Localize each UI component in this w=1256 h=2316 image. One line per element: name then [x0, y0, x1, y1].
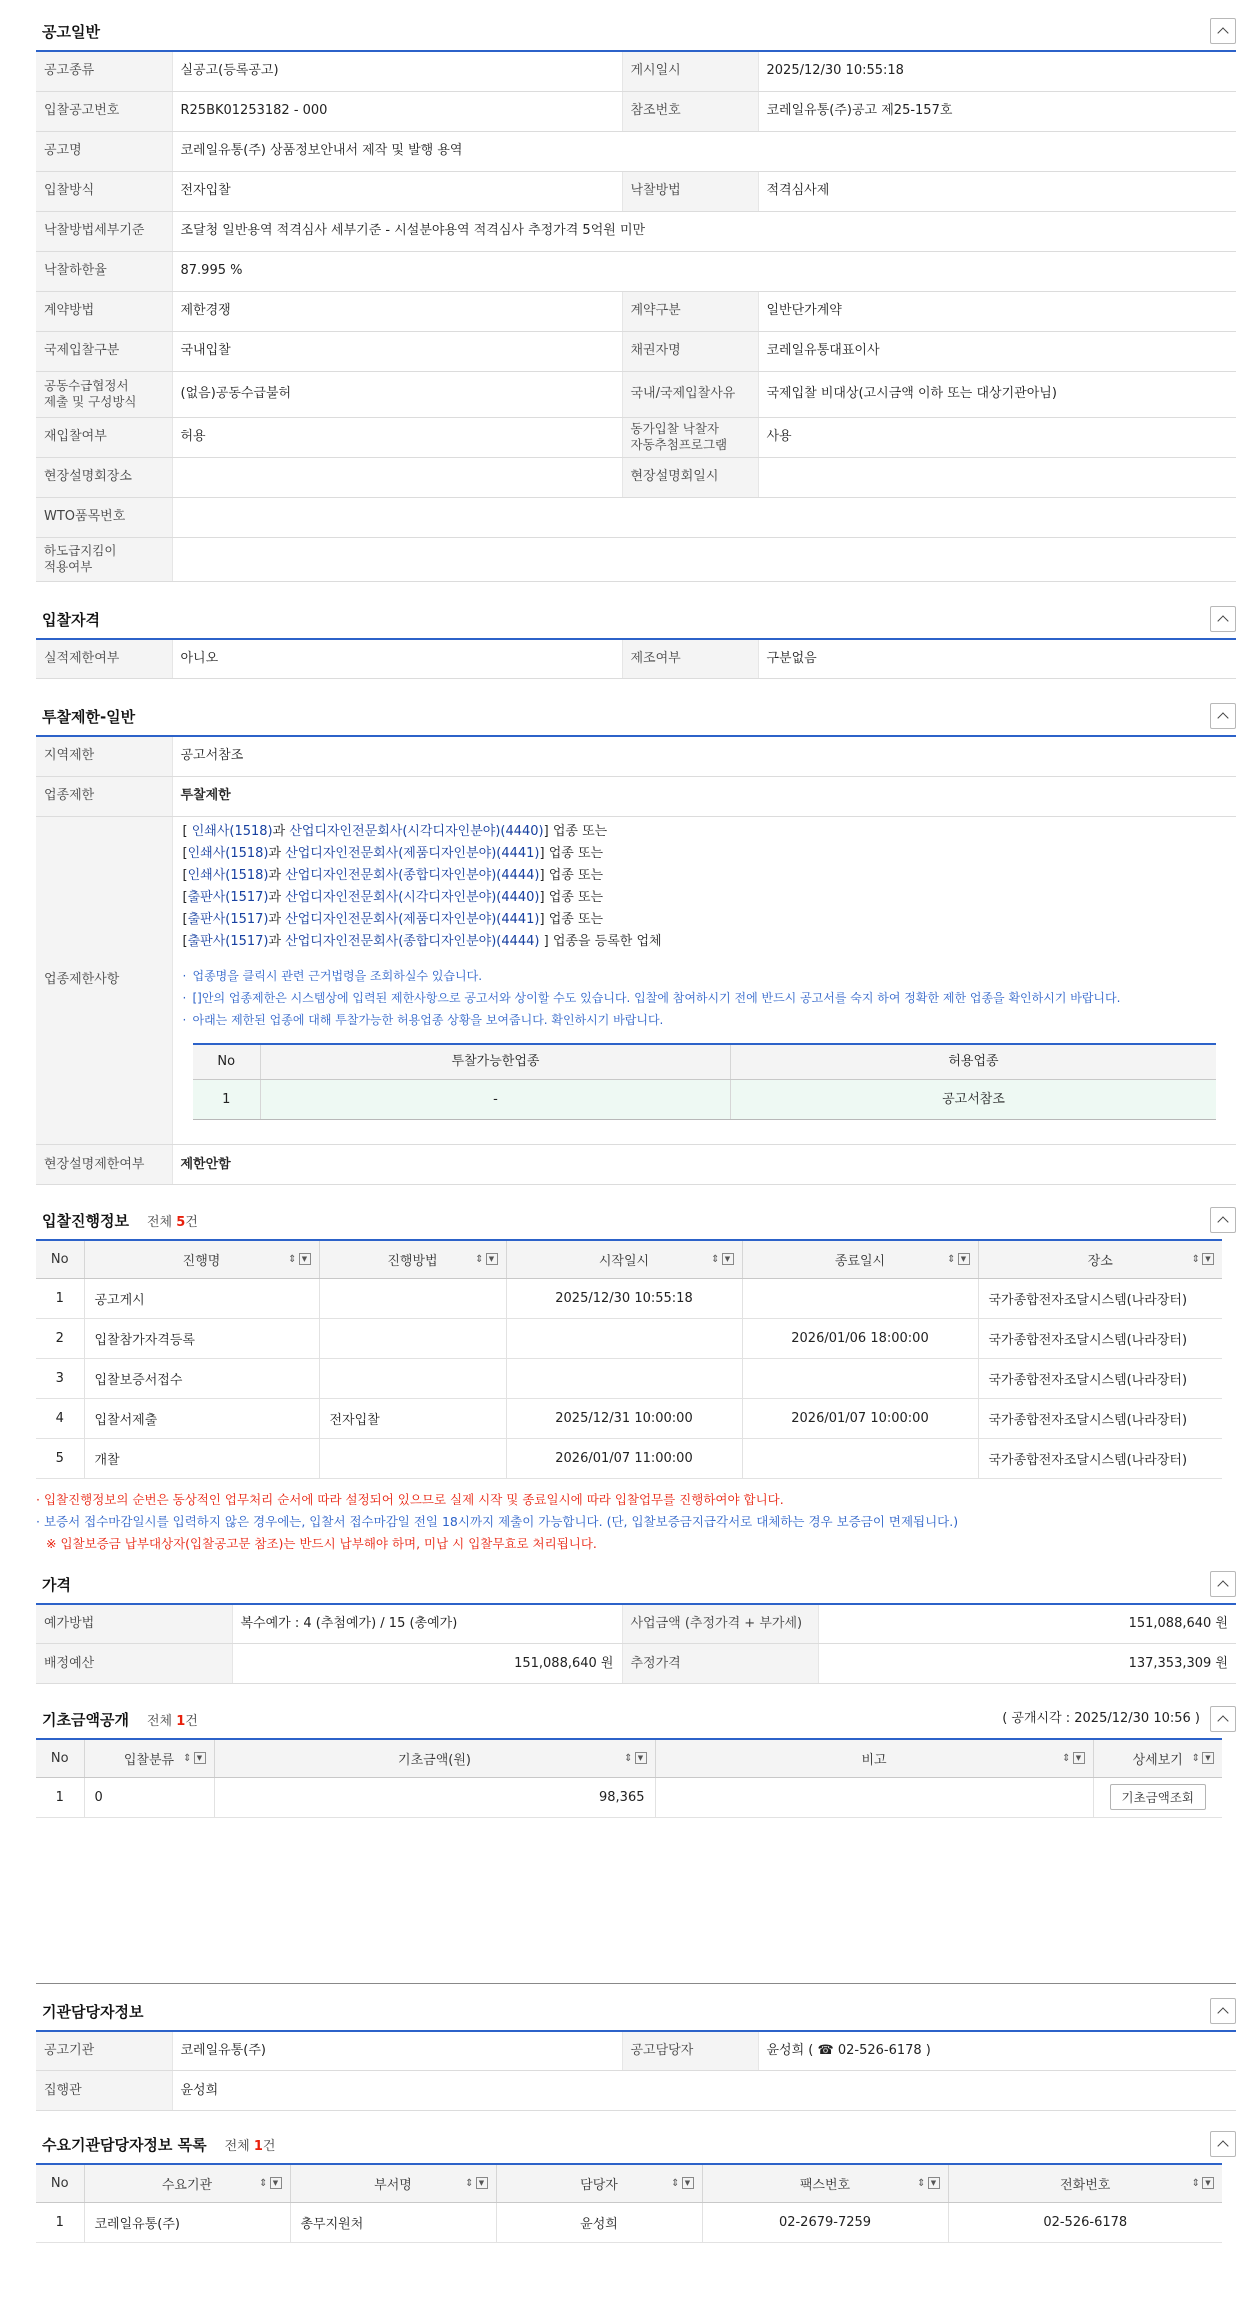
base-header-note[interactable] [655, 1739, 1093, 1777]
demand-cell-person: 윤성희 [496, 2202, 702, 2242]
executor-value: 윤성희 [172, 2071, 1236, 2111]
progress-cell: 5 [36, 1438, 84, 1478]
site-restrict-value: 제한안함 [172, 1145, 1236, 1185]
progress-count-pre: 전체 [146, 1215, 177, 1230]
sort-icon[interactable]: ⇕ ▼ [1062, 1752, 1084, 1764]
license-line [183, 821, 1227, 843]
executor-label: 집행관 [36, 2071, 172, 2111]
base-amount-count [147, 1714, 198, 1729]
demand-cell-no: 1 [36, 2202, 84, 2242]
base-amount-section-header [36, 1684, 1236, 1738]
notice-type-value: 실공고(등록공고) [172, 51, 622, 91]
license-suffix: ] 업종 또는 [543, 823, 608, 839]
license-connector: 과 [268, 911, 286, 927]
sort-icon[interactable]: ⇕ ▼ [1192, 2177, 1214, 2189]
license-link-primary[interactable]: 인쇄사(1518) [187, 845, 269, 861]
collapse-progress-toggle[interactable] [1210, 1207, 1236, 1233]
progress-cell: 2026/01/06 18:00:00 [742, 1318, 978, 1358]
rebid-value: 허용 [172, 417, 622, 457]
general-section-header [36, 0, 1236, 50]
sort-icon[interactable]: ⇕ ▼ [947, 1253, 969, 1265]
progress-cell: 국가종합전자조달시스템(나라장터) [978, 1318, 1222, 1358]
lottery-label-line-1: 동가입찰 낙찰자 [630, 421, 719, 436]
collapse-base-amount-toggle[interactable] [1210, 1706, 1236, 1732]
license-connector: 과 [268, 933, 286, 949]
joint-value: (없음)공동수급불허 [172, 371, 622, 417]
license-link-primary[interactable]: 출판사(1517) [187, 889, 269, 905]
demand-header-no-text: No [50, 2175, 69, 2191]
progress-cell: 국가종합전자조달시스템(나라장터) [978, 1438, 1222, 1478]
posted-value: 2025/12/30 10:55:18 [758, 51, 1236, 91]
progress-cell [742, 1278, 978, 1318]
progress-header-no-text: No [50, 1251, 69, 1267]
license-link-secondary[interactable]: 산업디자인전문회사(시각디자인분야)(4440) [285, 889, 540, 905]
kickback-label-line-2: 적용여부 [44, 559, 93, 574]
ref-no-label: 참조번호 [622, 91, 758, 131]
progress-cell [742, 1438, 978, 1478]
license-connector: 과 [268, 845, 286, 861]
base-header-detail-text: 상세보기 [1132, 1752, 1183, 1768]
contract-type-value: 일반단가계약 [758, 291, 1236, 331]
industry-detail-value [172, 816, 1236, 1145]
license-line [183, 843, 1227, 865]
allowed-industry-table [193, 1043, 1217, 1121]
intl-reason-label: 국내/국제입찰사유 [622, 371, 758, 417]
lottery-label-line-2: 자동추첨프로그램 [630, 437, 728, 452]
region-value: 공고서참조 [172, 736, 1236, 776]
joint-label-line-1: 공동수급협정서 [44, 378, 129, 393]
sort-icon[interactable]: ⇕ ▼ [711, 1253, 733, 1265]
progress-count [147, 1215, 198, 1230]
progress-cell [742, 1358, 978, 1398]
manager-value: 윤성희 ( ☎ 02-526-6178 ) [758, 2031, 1236, 2071]
progress-header-no [36, 1240, 84, 1278]
perf-label: 실적제한여부 [36, 639, 172, 679]
license-link-secondary[interactable]: 산업디자인전문회사(종합디자인분야)(4444) [285, 867, 540, 883]
sort-icon[interactable]: ⇕ ▼ [1192, 1752, 1214, 1764]
bid-method-value: 전자입찰 [172, 171, 622, 211]
license-link-primary[interactable]: 출판사(1517) [187, 933, 269, 949]
progress-note-order: · 입찰진행정보의 순번은 동상적인 업무처리 순서에 따라 설정되어 있으므로 실제 시작 및 종료일시에 따라 입찰업무를 진행하여야 합니다. [36, 1491, 784, 1507]
progress-cell: 입찰참가자격등록 [84, 1318, 319, 1358]
demand-header-dept-text: 부서명 [374, 2177, 412, 2193]
demand-count-pre: 전체 [224, 2139, 254, 2154]
license-bracket-open: [ [182, 911, 188, 927]
progress-header-name[interactable] [84, 1240, 319, 1278]
license-suffix: ] 업종 또는 [539, 845, 604, 861]
base-amount-count-post: 건 [185, 1714, 198, 1729]
joint-label-line-2: 제출 및 구성방식 [44, 394, 137, 409]
progress-cell: 2026/01/07 10:00:00 [742, 1398, 978, 1438]
progress-cell [506, 1318, 742, 1358]
base-header-note-text: 비고 [861, 1752, 887, 1768]
site-date-value [758, 457, 1236, 497]
progress-cell: 공고게시 [84, 1278, 319, 1318]
collapse-general-toggle[interactable] [1210, 18, 1236, 44]
progress-cell: 국가종합전자조달시스템(나라장터) [978, 1358, 1222, 1398]
table-row [36, 1777, 1222, 1817]
progress-title [42, 1210, 198, 1231]
demand-count-post: 건 [262, 2139, 276, 2154]
license-bracket-open: [ [182, 823, 192, 839]
base-header-no [36, 1739, 84, 1777]
rebid-label: 재입찰여부 [36, 417, 172, 457]
agency-section-header [36, 1984, 1236, 2030]
wto-value [172, 497, 1236, 537]
restriction-title: 투찰제한-일반 [42, 708, 136, 726]
progress-cell: 국가종합전자조달시스템(나라장터) [978, 1398, 1222, 1438]
base-cell-no: 1 [36, 1777, 84, 1817]
progress-cell: 2026/01/07 11:00:00 [506, 1438, 742, 1478]
demand-header-no [36, 2164, 84, 2202]
creditor-value: 코레일유통대표이사 [758, 331, 1236, 371]
license-line [183, 887, 1227, 909]
restriction-note: · 아래는 제한된 업종에 대해 투찰가능한 허용업종 상황을 보여줍니다. 확인하시기 바랍니다. [183, 1009, 1227, 1031]
kickback-label-line-1: 하도급지킴이 [44, 543, 117, 558]
demand-header-phone-text: 전화번호 [1060, 2177, 1111, 2193]
license-line [183, 865, 1227, 887]
budget-label: 배정예산 [36, 1644, 232, 1684]
reveal-time: ( 공개시각 : 2025/12/30 10:56 ) [1002, 1711, 1200, 1726]
progress-header-method-text: 진행방법 [387, 1253, 438, 1269]
table-row [36, 1438, 1222, 1478]
demand-cell-fax: 02-2679-7259 [702, 2202, 948, 2242]
site-date-label: 현장설명회일시 [622, 457, 758, 497]
license-link-secondary[interactable]: 산업디자인전문회사(시각디자인분야)(4440) [289, 823, 544, 839]
perf-value: 아니오 [172, 639, 622, 679]
table-row [36, 1278, 1222, 1318]
price-table [36, 1603, 1236, 1685]
site-place-label: 현장설명회장소 [36, 457, 172, 497]
restriction-note: · []안의 업종제한은 시스템상에 입력된 제한사항으로 공고서와 상이할 수도 있습니다. 입찰에 참여하시기 전에 반드시 공고서를 숙지 하여 정확한 제한 업종을 확인하시기 바랍니다. [183, 987, 1227, 1009]
demand-cell-phone: 02-526-6178 [948, 2202, 1222, 2242]
table-row [36, 1318, 1222, 1358]
sort-icon[interactable]: ⇕ ▼ [1192, 1253, 1214, 1265]
license-link-primary[interactable]: 인쇄사(1518) [191, 823, 273, 839]
license-bracket-open: [ [182, 845, 188, 861]
license-line [183, 931, 1227, 953]
manager-label: 공고담당자 [622, 2031, 758, 2071]
progress-count-post: 건 [185, 1215, 198, 1230]
allowed-header-allowed: 허용업종 [731, 1044, 1217, 1080]
license-bracket-open: [ [182, 933, 188, 949]
award-method-value: 적격심사제 [758, 171, 1236, 211]
base-cell-amount: 98,365 [214, 1777, 655, 1817]
license-link-primary[interactable]: 인쇄사(1518) [187, 867, 269, 883]
license-lines [183, 821, 1227, 953]
progress-notes [36, 1479, 1236, 1561]
progress-note-guarantee: · 보증서 접수마감일시를 입력하지 않은 경우에는, 입찰서 접수마감일 전일 18시까지 제출이 가능합니다. (단, 입찰보증금지급각서로 대체하는 경우 보증금이 면제됩니다.) [36, 1513, 959, 1529]
award-detail-label: 낙찰방법세부기준 [36, 211, 172, 251]
mfr-label: 제조여부 [622, 639, 758, 679]
progress-header-end[interactable] [742, 1240, 978, 1278]
progress-section-header [36, 1185, 1236, 1239]
table-row [36, 1398, 1222, 1438]
wto-label: WTO품목번호 [36, 497, 172, 537]
progress-title-text: 입찰진행정보 [42, 1212, 129, 1230]
lottery-label [622, 417, 758, 457]
lower-rate-label: 낙찰하한율 [36, 251, 172, 291]
allowed-header-no: No [193, 1044, 261, 1080]
allowed-cell-bid-industry: - [261, 1080, 731, 1120]
progress-header-name-text: 진행명 [182, 1253, 221, 1269]
progress-cell [319, 1358, 506, 1398]
region-label: 지역제한 [36, 736, 172, 776]
license-connector: 과 [268, 889, 286, 905]
base-header-class-text: 입찰분류 [123, 1752, 175, 1768]
site-restrict-label: 현장설명제한여부 [36, 1145, 172, 1185]
demand-title [42, 2134, 275, 2155]
license-bracket-open: [ [182, 889, 188, 905]
progress-cell: 3 [36, 1358, 84, 1398]
creditor-label: 채권자명 [622, 331, 758, 371]
demand-header-fax-text: 팩스번호 [799, 2177, 851, 2193]
general-title: 공고일반 [42, 23, 100, 41]
progress-header-method[interactable] [319, 1240, 506, 1278]
base-header-detail[interactable] [1093, 1739, 1222, 1777]
demand-header-agency-text: 수요기관 [161, 2177, 213, 2193]
table-row [36, 1358, 1222, 1398]
base-header-no-text: No [50, 1750, 69, 1766]
sort-icon[interactable]: ⇕ ▼ [288, 1253, 310, 1265]
base-amount-count-pre: 전체 [146, 1714, 177, 1729]
license-link-secondary[interactable]: 산업디자인전문회사(제품디자인분야)(4441) [285, 911, 540, 927]
progress-cell: 2025/12/30 10:55:18 [506, 1278, 742, 1318]
restriction-section-header [36, 679, 1236, 735]
progress-header-place-text: 장소 [1087, 1253, 1113, 1269]
biz-amount-value: 151,088,640 원 [818, 1604, 1236, 1644]
demand-cell-agency: 코레일유통(주) [84, 2202, 290, 2242]
base-amount-title-text: 기초금액공개 [42, 1711, 129, 1729]
industry-label: 업종제한 [36, 776, 172, 816]
notice-no-value: R25BK01253182 - 000 [172, 91, 622, 131]
blank-area [36, 1818, 1236, 1984]
demand-cell-dept: 총무지원처 [290, 2202, 496, 2242]
award-method-label: 낙찰방법 [622, 171, 758, 211]
notice-name-label: 공고명 [36, 131, 172, 171]
license-bracket-open: [ [182, 867, 188, 883]
agency-table [36, 2030, 1236, 2112]
notice-no-label: 입찰공고번호 [36, 91, 172, 131]
sort-icon[interactable]: ⇕ ▼ [475, 1253, 497, 1265]
demand-count [225, 2139, 276, 2154]
progress-cell [506, 1358, 742, 1398]
sort-icon[interactable]: ⇕ ▼ [465, 2177, 487, 2189]
notice-type-label: 공고종류 [36, 51, 172, 91]
progress-cell: 입찰서제출 [84, 1398, 319, 1438]
contract-method-label: 계약방법 [36, 291, 172, 331]
table-row [193, 1080, 1217, 1120]
estimate-label: 추정가격 [622, 1644, 818, 1684]
kickback-label [36, 537, 172, 581]
collapse-qualification-toggle[interactable] [1210, 606, 1236, 632]
base-amount-table [36, 1738, 1222, 1818]
demand-header-phone[interactable] [948, 2164, 1222, 2202]
allowed-cell-allowed: 공고서참조 [731, 1080, 1217, 1120]
progress-cell: 4 [36, 1398, 84, 1438]
price-method-label: 예가방법 [36, 1604, 232, 1644]
progress-count-num: 5 [176, 1215, 186, 1230]
restriction-note: · 업종명을 클릭시 관련 근거법령을 조회하실수 있습니다. [183, 965, 1227, 987]
qualification-title: 입찰자격 [42, 610, 100, 629]
collapse-demand-toggle[interactable] [1210, 2131, 1236, 2157]
license-connector: 과 [268, 867, 286, 883]
progress-cell [319, 1318, 506, 1358]
progress-table [36, 1239, 1222, 1479]
collapse-agency-toggle[interactable] [1210, 1998, 1236, 2024]
price-section-header [36, 1561, 1236, 1603]
license-link-secondary[interactable]: 산업디자인전문회사(종합디자인분야)(4444) [285, 933, 540, 949]
award-detail-value: 조달청 일반용역 적격심사 세부기준 - 시설분야용역 적격심사 추정가격 5억원 미만 [172, 211, 1236, 251]
license-link-secondary[interactable]: 산업디자인전문회사(제품디자인분야)(4441) [285, 845, 540, 861]
allowed-header-bid-industry: 투찰가능한업종 [261, 1044, 731, 1080]
lower-rate-value: 87.995 % [172, 251, 1236, 291]
restriction-table [36, 735, 1236, 1185]
sort-icon[interactable]: ⇕ ▼ [624, 1752, 646, 1764]
mfr-value: 구분없음 [758, 639, 1236, 679]
price-title: 가격 [42, 1575, 71, 1594]
progress-cell: 2 [36, 1318, 84, 1358]
sort-icon[interactable]: ⇕ ▼ [917, 2177, 939, 2189]
site-place-value [172, 457, 622, 497]
license-connector: 과 [272, 823, 290, 839]
base-header-amount[interactable] [214, 1739, 655, 1777]
intl-reason-value: 국제입찰 비대상(고시금액 이하 또는 대상기관아님) [758, 371, 1236, 417]
progress-header-start-text: 시작일시 [598, 1253, 650, 1269]
org-label: 공고기관 [36, 2031, 172, 2071]
org-value: 코레일유통(주) [172, 2031, 622, 2071]
budget-value: 151,088,640 원 [232, 1644, 622, 1684]
bid-method-label: 입찰방식 [36, 171, 172, 211]
demand-header-person[interactable] [496, 2164, 702, 2202]
contract-method-value: 제한경쟁 [172, 291, 622, 331]
contract-type-label: 계약구분 [622, 291, 758, 331]
progress-header-end-text: 종료일시 [834, 1253, 886, 1269]
biz-amount-label: 사업금액 (추정가격 + 부가세) [622, 1604, 818, 1644]
license-suffix: ] 업종을 등록한 업체 [539, 933, 662, 949]
base-amount-title [42, 1709, 198, 1730]
base-cell-note [655, 1777, 1093, 1817]
progress-cell: 1 [36, 1278, 84, 1318]
base-amount-count-num: 1 [176, 1714, 186, 1729]
kickback-value [172, 537, 1236, 581]
progress-cell: 2025/12/31 10:00:00 [506, 1398, 742, 1438]
progress-header-start[interactable] [506, 1240, 742, 1278]
license-line [183, 909, 1227, 931]
general-table [36, 50, 1236, 582]
sort-icon[interactable]: ⇕ ▼ [671, 2177, 693, 2189]
lottery-value: 사용 [758, 417, 1236, 457]
base-cell-class: 0 [84, 1777, 214, 1817]
intl-label: 국제입찰구분 [36, 331, 172, 371]
license-link-primary[interactable]: 출판사(1517) [187, 911, 269, 927]
allowed-cell-no: 1 [193, 1080, 261, 1120]
industry-detail-label: 업종제한사항 [36, 816, 172, 1145]
estimate-value: 137,353,309 원 [818, 1644, 1236, 1684]
demand-title-text: 수요기관담당자정보 목록 [42, 2136, 207, 2154]
collapse-price-toggle[interactable] [1210, 1571, 1236, 1597]
ref-no-value: 코레일유통(주)공고 제25-157호 [758, 91, 1236, 131]
joint-label [36, 371, 172, 417]
demand-header-dept[interactable] [290, 2164, 496, 2202]
intl-value: 국내입찰 [172, 331, 622, 371]
demand-table [36, 2163, 1222, 2243]
qualification-table [36, 638, 1236, 680]
table-row [36, 2202, 1222, 2242]
base-header-amount-text: 기초금액(원) [398, 1752, 471, 1768]
base-amount-inquiry-button[interactable]: 기초금액조회 [1110, 1784, 1206, 1810]
demand-section-header [36, 2111, 1236, 2163]
progress-note-warning: ※ 입찰보증금 납부대상자(입찰공고문 참조)는 반드시 납부해야 하며, 미납 시 입찰무효로 처리됩니다. [46, 1535, 597, 1551]
qualification-section-header [36, 582, 1236, 638]
progress-cell: 전자입찰 [319, 1398, 506, 1438]
progress-cell: 국가종합전자조달시스템(나라장터) [978, 1278, 1222, 1318]
collapse-restriction-toggle[interactable] [1210, 703, 1236, 729]
price-method-value: 복수예가 : 4 (추첨예가) / 15 (총예가) [232, 1604, 622, 1644]
demand-header-agency[interactable] [84, 2164, 290, 2202]
progress-cell: 개찰 [84, 1438, 319, 1478]
demand-header-person-text: 담당자 [580, 2177, 618, 2193]
license-suffix: ] 업종 또는 [539, 867, 604, 883]
base-header-class[interactable] [84, 1739, 214, 1777]
progress-cell [319, 1278, 506, 1318]
sort-icon[interactable]: ⇕ ▼ [259, 2177, 281, 2189]
industry-value: 투찰제한 [172, 776, 1236, 816]
restriction-notes [183, 953, 1227, 1031]
notice-name-value: 코레일유통(주) 상품정보안내서 제작 및 발행 용역 [172, 131, 1236, 171]
demand-header-fax[interactable] [702, 2164, 948, 2202]
agency-title: 기관담당자정보 [42, 2002, 144, 2021]
license-suffix: ] 업종 또는 [539, 911, 604, 927]
base-cell-detail [1093, 1777, 1222, 1817]
sort-icon[interactable]: ⇕ ▼ [183, 1752, 205, 1764]
progress-header-place[interactable] [978, 1240, 1222, 1278]
demand-count-num: 1 [253, 2139, 263, 2154]
license-suffix: ] 업종 또는 [539, 889, 604, 905]
progress-cell: 입찰보증서접수 [84, 1358, 319, 1398]
posted-label: 게시일시 [622, 51, 758, 91]
progress-cell [319, 1438, 506, 1478]
